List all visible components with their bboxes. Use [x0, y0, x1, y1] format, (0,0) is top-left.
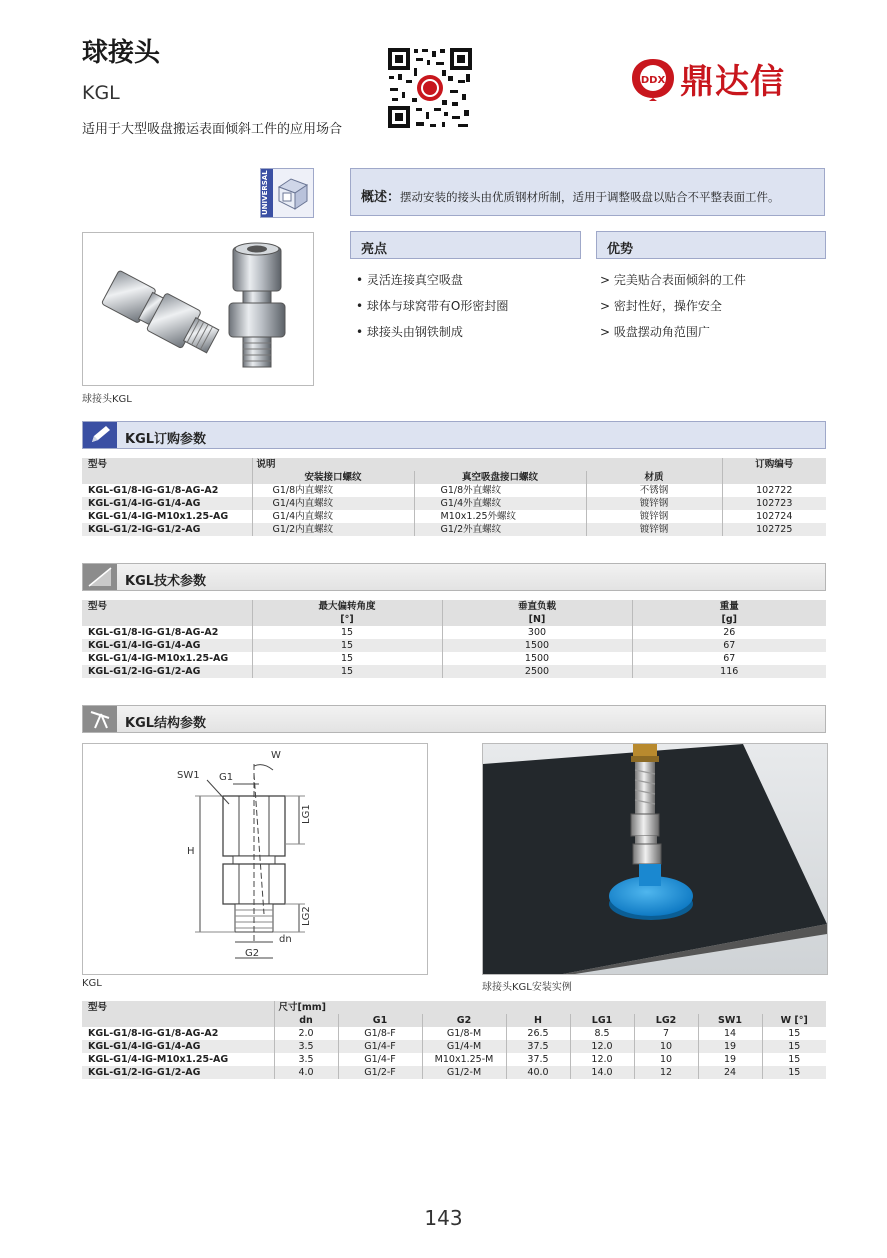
order-h-vacuum: 真空吸盘接口螺纹: [414, 471, 586, 484]
highlights-header: 亮点: [350, 231, 581, 259]
drawing-label-h: H: [187, 846, 195, 857]
dims-cell: 12: [634, 1066, 698, 1079]
order-number: 102724: [722, 510, 826, 523]
tech-model: KGL-G1/4-IG-M10x1.25-AG: [82, 652, 252, 665]
table-row: [82, 523, 826, 536]
drawing-caption: KGL: [82, 978, 102, 989]
order-material: 镀锌钢: [586, 510, 722, 523]
dims-cell: 40.0: [506, 1066, 570, 1079]
technical-data-icon: [83, 564, 117, 590]
tech-weight: 67: [632, 639, 826, 652]
dims-cell: 24: [698, 1066, 762, 1079]
dims-cell: 4.0: [274, 1066, 338, 1079]
page-number: 143: [424, 1206, 463, 1230]
dims-cell: 12.0: [570, 1053, 634, 1066]
dims-cell: 37.5: [506, 1053, 570, 1066]
tech-h-load: 垂直负载: [442, 600, 632, 613]
dims-model: KGL-G1/4-IG-M10x1.25-AG: [82, 1053, 274, 1066]
tech-h-weight: 重量: [632, 600, 826, 613]
advantages-list: [600, 267, 746, 345]
order-table: [82, 458, 826, 536]
dimension-drawing: [82, 743, 428, 975]
order-install: G1/4内直螺纹: [252, 497, 414, 510]
table-row: [82, 497, 826, 510]
tech-weight: 67: [632, 652, 826, 665]
dims-model: KGL-G1/4-IG-G1/4-AG: [82, 1040, 274, 1053]
table-row: [82, 1066, 826, 1079]
tech-load: 1500: [442, 652, 632, 665]
dims-h-model: 型号: [82, 1001, 274, 1014]
list-item: > 吸盘摆动角范围广: [600, 325, 710, 339]
product-subtitle: 适用于大型吸盘搬运表面倾斜工件的应用场合: [82, 122, 343, 137]
brand-logo: [630, 54, 785, 103]
table-row: [82, 665, 826, 678]
dimensions-table: [82, 1001, 826, 1079]
dims-col: G1: [338, 1014, 422, 1027]
table-header-row: [82, 600, 826, 613]
dims-col: dn: [274, 1014, 338, 1027]
dims-cell: G1/2-F: [338, 1066, 422, 1079]
drawing-label-lg2: LG2: [301, 906, 312, 926]
tech-h-model: 型号: [82, 600, 252, 613]
order-model: KGL-G1/4-IG-M10x1.25-AG: [82, 510, 252, 523]
tech-u-angle: [°]: [252, 613, 442, 626]
drawing-label-sw1: SW1: [177, 770, 200, 781]
table-row: [82, 1040, 826, 1053]
dims-cell: 37.5: [506, 1040, 570, 1053]
universal-label: UNIVERSAL: [261, 169, 273, 217]
dims-cell: 10: [634, 1053, 698, 1066]
dims-cell: 15: [762, 1066, 826, 1079]
table-row: [82, 1053, 826, 1066]
order-model: KGL-G1/2-IG-G1/2-AG: [82, 523, 252, 536]
order-install: G1/8内直螺纹: [252, 484, 414, 497]
dims-cell: 2.0: [274, 1027, 338, 1040]
dims-cell: 10: [634, 1040, 698, 1053]
drawing-label-g2: G2: [245, 948, 260, 959]
tech-model: KGL-G1/2-IG-G1/2-AG: [82, 665, 252, 678]
product-code: KGL: [82, 82, 120, 104]
universal-cube-icon: [275, 173, 311, 213]
drawing-label-g1: G1: [219, 772, 234, 783]
order-number: 102725: [722, 523, 826, 536]
tech-weight: 116: [632, 665, 826, 678]
dims-h-size: 尺寸[mm]: [274, 1001, 338, 1014]
dims-cell: 14.0: [570, 1066, 634, 1079]
table-header-row: [82, 1001, 826, 1014]
order-section-title: KGL订购参数: [125, 432, 207, 447]
list-item: • 球接头由钢铁制成: [356, 325, 463, 339]
dims-col: G2: [422, 1014, 506, 1027]
order-vacuum: G1/4外直螺纹: [414, 497, 586, 510]
tech-angle: 15: [252, 626, 442, 639]
table-header-row: [82, 458, 826, 471]
dims-cell: 15: [762, 1027, 826, 1040]
structure-section-header: [82, 705, 826, 733]
order-material: 不锈钢: [586, 484, 722, 497]
list-item: • 灵活连接真空吸盘: [356, 273, 463, 287]
dims-cell: G1/4-F: [338, 1053, 422, 1066]
table-subheader-row: [82, 471, 826, 484]
installation-photo: [482, 743, 828, 975]
dims-cell: G1/4-F: [338, 1040, 422, 1053]
order-h-order: 订购编号: [722, 458, 826, 471]
table-row: [82, 1027, 826, 1040]
order-h-material: 材质: [586, 471, 722, 484]
advantages-header: 优势: [596, 231, 826, 259]
dims-cell: 12.0: [570, 1040, 634, 1053]
dims-col: H: [506, 1014, 570, 1027]
dims-col: W [°]: [762, 1014, 826, 1027]
table-row: [82, 484, 826, 497]
dims-cell: 7: [634, 1027, 698, 1040]
table-row: [82, 626, 826, 639]
order-h-install: 安装接口螺纹: [252, 471, 414, 484]
overview-box: [350, 168, 825, 216]
dims-cell: G1/8-M: [422, 1027, 506, 1040]
universal-badge: [260, 168, 314, 218]
tech-model: KGL-G1/4-IG-G1/4-AG: [82, 639, 252, 652]
table-row: [82, 652, 826, 665]
dims-cell: 26.5: [506, 1027, 570, 1040]
overview-text: 摆动安装的接头由优质钢材所制，适用于调整吸盘以贴合不平整表面工件。: [400, 190, 780, 204]
dims-cell: G1/8-F: [338, 1027, 422, 1040]
drawing-label-lg1: LG1: [301, 804, 312, 824]
dims-cell: 15: [762, 1040, 826, 1053]
table-row: [82, 639, 826, 652]
pencil-icon: [83, 422, 117, 448]
list-item: • 球体与球窝带有O形密封圈: [356, 299, 509, 313]
qr-code-icon[interactable]: [386, 46, 474, 130]
order-h-desc: 说明: [252, 458, 414, 471]
page-title: 球接头: [82, 38, 161, 68]
tech-u-weight: [g]: [632, 613, 826, 626]
table-subheader-row: [82, 1014, 826, 1027]
photo-caption: 球接头KGL安装实例: [482, 982, 572, 993]
order-material: 镀锌钢: [586, 497, 722, 510]
order-vacuum: G1/8外直螺纹: [414, 484, 586, 497]
product-image: [82, 232, 314, 386]
dims-col: LG2: [634, 1014, 698, 1027]
dims-cell: 3.5: [274, 1040, 338, 1053]
dims-cell: 8.5: [570, 1027, 634, 1040]
order-model: KGL-G1/4-IG-G1/4-AG: [82, 497, 252, 510]
order-install: G1/2内直螺纹: [252, 523, 414, 536]
tech-h-angle: 最大偏转角度: [252, 600, 442, 613]
drawing-label-w: W: [271, 750, 281, 761]
dims-cell: 19: [698, 1053, 762, 1066]
brand-emblem-icon: [630, 57, 676, 101]
order-vacuum: G1/2外直螺纹: [414, 523, 586, 536]
drawing-label-dn: dn: [279, 934, 292, 945]
tech-angle: 15: [252, 639, 442, 652]
tech-angle: 15: [252, 652, 442, 665]
dims-cell: 15: [762, 1053, 826, 1066]
order-install: G1/4内直螺纹: [252, 510, 414, 523]
overview-label: 概述：: [361, 190, 401, 205]
dims-cell: G1/2-M: [422, 1066, 506, 1079]
tech-table: [82, 600, 826, 678]
tech-load: 300: [442, 626, 632, 639]
brand-name: 鼎达信: [680, 62, 785, 102]
brand-emblem-text: DDX: [640, 74, 666, 86]
order-number: 102723: [722, 497, 826, 510]
order-number: 102722: [722, 484, 826, 497]
dims-cell: 3.5: [274, 1053, 338, 1066]
structure-section-title: KGL结构参数: [125, 716, 207, 731]
order-material: 镀锌钢: [586, 523, 722, 536]
highlights-list: [356, 267, 508, 345]
compass-icon: [83, 706, 117, 732]
dims-cell: M10x1.25-M: [422, 1053, 506, 1066]
dims-cell: G1/4-M: [422, 1040, 506, 1053]
order-h-model: 型号: [82, 458, 252, 471]
dims-model: KGL-G1/2-IG-G1/2-AG: [82, 1066, 274, 1079]
order-vacuum: M10x1.25外螺纹: [414, 510, 586, 523]
order-model: KGL-G1/8-IG-G1/8-AG-A2: [82, 484, 252, 497]
dims-model: KGL-G1/8-IG-G1/8-AG-A2: [82, 1027, 274, 1040]
table-subheader-row: [82, 613, 826, 626]
tech-load: 1500: [442, 639, 632, 652]
tech-u-load: [N]: [442, 613, 632, 626]
list-item: > 完美贴合表面倾斜的工件: [600, 273, 746, 287]
product-image-caption: 球接头KGL: [82, 394, 132, 405]
tech-model: KGL-G1/8-IG-G1/8-AG-A2: [82, 626, 252, 639]
order-section-header: [82, 421, 826, 449]
dims-col: LG1: [570, 1014, 634, 1027]
tech-load: 2500: [442, 665, 632, 678]
tech-angle: 15: [252, 665, 442, 678]
tech-weight: 26: [632, 626, 826, 639]
table-row: [82, 510, 826, 523]
list-item: > 密封性好，操作安全: [600, 299, 722, 313]
tech-section-header: [82, 563, 826, 591]
dims-cell: 14: [698, 1027, 762, 1040]
dims-col: SW1: [698, 1014, 762, 1027]
tech-section-title: KGL技术参数: [125, 574, 207, 589]
dims-cell: 19: [698, 1040, 762, 1053]
